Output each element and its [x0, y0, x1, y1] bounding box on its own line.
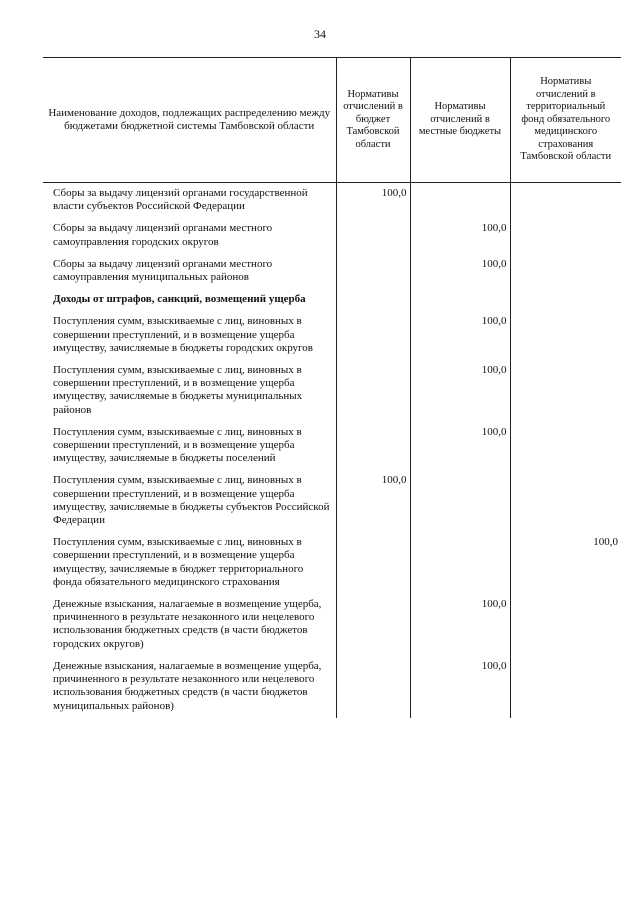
- header-medical-fund: Нормативы отчислений в территориальный фонд обязательного медицинского страхования Тамбовской области: [510, 58, 621, 183]
- revenue-norms-table: [43, 57, 621, 718]
- fund-norm-cell: [510, 422, 621, 471]
- table-row: [43, 183, 621, 219]
- regional-norm-cell: 100,0: [336, 183, 410, 219]
- local-norm-cell: 100,0: [410, 422, 510, 471]
- table-header: [43, 58, 621, 183]
- regional-norm-cell: [336, 422, 410, 471]
- fund-norm-cell: [510, 254, 621, 289]
- local-norm-cell: [410, 532, 510, 594]
- local-norm-cell: 100,0: [410, 656, 510, 718]
- fund-norm-cell: [510, 218, 621, 253]
- regional-norm-cell: [336, 532, 410, 594]
- local-norm-cell: 100,0: [410, 218, 510, 253]
- local-norm-cell: 100,0: [410, 311, 510, 360]
- table-row: [43, 311, 621, 360]
- header-local-budgets: Нормативы отчислений в местные бюджеты: [410, 58, 510, 183]
- fund-norm-cell: 100,0: [510, 532, 621, 594]
- table-row: [43, 594, 621, 656]
- table-row: [43, 360, 621, 422]
- revenue-name-cell: Поступления сумм, взыскиваемые с лиц, виновных в совершении преступлений, и в возмещение ущерба имуществу, зачисляемые в бюджет территориального фонда обязательного медицинского страхования: [53, 536, 304, 588]
- revenue-name-cell: Сборы за выдачу лицензий органами государственной власти субъектов Российской Федерации: [53, 187, 308, 213]
- local-norm-cell: [410, 183, 510, 219]
- revenue-name-cell: Доходы от штрафов, санкций, возмещений ущерба: [53, 293, 306, 306]
- regional-norm-cell: [336, 289, 410, 311]
- regional-norm-cell: [336, 254, 410, 289]
- table-row: [43, 532, 621, 594]
- fund-norm-cell: [510, 311, 621, 360]
- regional-norm-cell: [336, 656, 410, 718]
- fund-norm-cell: [510, 289, 621, 311]
- fund-norm-cell: [510, 183, 621, 219]
- revenue-name-cell: Поступления сумм, взыскиваемые с лиц, виновных в совершении преступлений, и в возмещение ущерба имуществу, зачисляемые в бюджеты поселений: [53, 425, 302, 465]
- table-row: [43, 470, 621, 532]
- regional-norm-cell: 100,0: [336, 470, 410, 532]
- revenue-name-cell: Сборы за выдачу лицензий органами местного самоуправления городских округов: [53, 222, 273, 248]
- local-norm-cell: 100,0: [410, 594, 510, 656]
- regional-norm-cell: [336, 594, 410, 656]
- table-row: [43, 218, 621, 253]
- fund-norm-cell: [510, 656, 621, 718]
- revenue-name-cell: Поступления сумм, взыскиваемые с лиц, виновных в совершении преступлений, и в возмещение ущерба имуществу, зачисляемые в бюджеты субъектов Российской Федерации: [53, 474, 330, 527]
- revenue-name-cell: Поступления сумм, взыскиваемые с лиц, виновных в совершении преступлений, и в возмещение ущерба имуществу, зачисляемые в бюджеты городских округов: [53, 315, 313, 354]
- local-norm-cell: [410, 470, 510, 532]
- fund-norm-cell: [510, 360, 621, 422]
- page-number: 34: [314, 27, 326, 41]
- local-norm-cell: [410, 289, 510, 311]
- local-norm-cell: 100,0: [410, 254, 510, 289]
- regional-norm-cell: [336, 360, 410, 422]
- table-row: [43, 254, 621, 289]
- table-row: [43, 289, 621, 311]
- table-row: [43, 422, 621, 471]
- regional-norm-cell: [336, 311, 410, 360]
- revenue-name-cell: Денежные взыскания, налагаемые в возмещение ущерба, причиненного в результате незаконного или нецелевого использования бюджетных средств (в части бюджетов городских округов): [53, 598, 322, 650]
- regional-norm-cell: [336, 218, 410, 253]
- header-revenue-name: Наименование доходов, подлежащих распределению между бюджетами бюджетной системы Тамбовской области: [43, 58, 336, 183]
- fund-norm-cell: [510, 594, 621, 656]
- table-row: [43, 656, 621, 718]
- revenue-name-cell: Сборы за выдачу лицензий органами местного самоуправления муниципальных районов: [53, 257, 273, 284]
- fund-norm-cell: [510, 470, 621, 532]
- table-body: [43, 183, 621, 718]
- local-norm-cell: 100,0: [410, 360, 510, 422]
- header-regional-budget: Нормативы отчислений в бюджет Тамбовской области: [336, 58, 410, 183]
- revenue-name-cell: Поступления сумм, взыскиваемые с лиц, виновных в совершении преступлений, и в возмещение ущерба имуществу, зачисляемые в бюджеты муниципальных районов: [53, 364, 303, 416]
- revenue-name-cell: Денежные взыскания, налагаемые в возмещение ущерба, причиненного в результате незаконного или нецелевого использования бюджетных средств (в части бюджетов муниципальных районов): [53, 659, 322, 712]
